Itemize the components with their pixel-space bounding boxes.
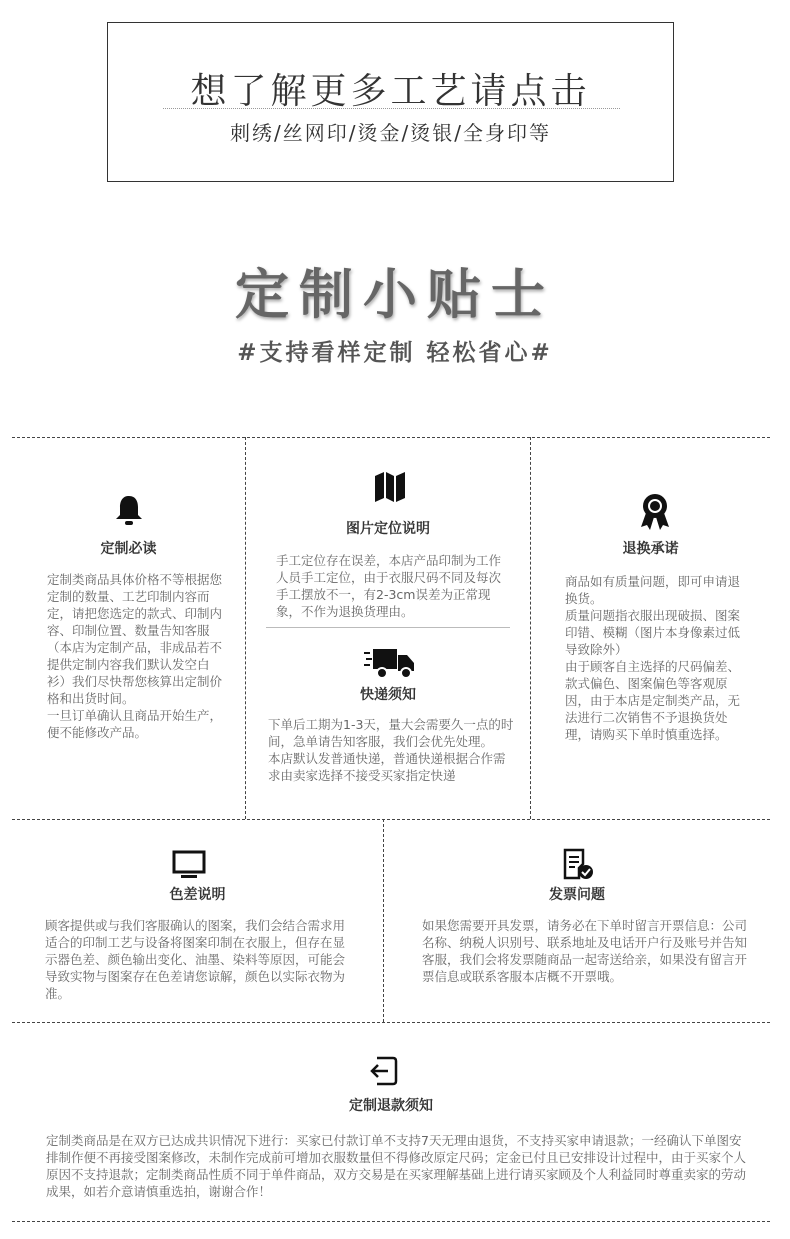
- section-text-shipping: 下单后工期为1-3天，量大会需要久一点的时间，急单请告知客服，我们会优先处理。 本店默认发普通快递，普通快递根据合作需求由卖家选择不接受买家指定快递: [268, 717, 514, 783]
- grid-line-bottom: [12, 1221, 770, 1222]
- section-title-must-read: 定制必读: [100, 541, 157, 557]
- page-title: 定制小贴士: [235, 263, 555, 326]
- exit-icon: [367, 1055, 399, 1087]
- section-color-difference: [12, 820, 383, 1022]
- craft-info-box[interactable]: [107, 22, 674, 182]
- craft-info-divider: [163, 108, 620, 109]
- section-title-invoice: 发票问题: [549, 887, 605, 903]
- section-title-refund: 定制退款须知: [349, 1098, 433, 1114]
- page-subtitle: #支持看样定制 轻松省心#: [237, 340, 553, 366]
- truck-icon: [364, 646, 416, 680]
- section-text-returns: 商品如有质量问题，即可申请退换货。 质量问题指衣服出现破损、图案印错、模糊（图片本身像素过低导致除外） 由于顾客自主选择的尺码偏差、款式偏色、图案偏色等客观原因，由于本店是定制类产品，无法进行二次销售不予退换货处理，请购买下单时慎重选择。: [565, 574, 741, 742]
- bell-icon: [112, 493, 146, 527]
- section-refund: [12, 1023, 770, 1221]
- section-title-image-position: 图片定位说明: [346, 521, 430, 537]
- section-title-shipping: 快递须知: [360, 687, 416, 703]
- monitor-icon: [172, 850, 206, 880]
- section-returns: [531, 438, 770, 819]
- section-text-refund: 定制类商品是在双方已达成共识情况下进行：买家已付款订单不支持7天无理由退货，不支持买家申请退款；一经确认下单图安排制作便不再接受图案修改，未制作完成前可增加衣服数量但不得修改原定尺码；定金已付且已安排设计过程中，由于买家个人原因不支持退款；定制类商品性质不同于单件商品，双方交易是在买家理解基础上进行请买家顾及个人利益同时尊重卖家的劳动成果，如若介意请慎重选拍，谢谢合作！: [46, 1133, 747, 1199]
- section-text-must-read: 定制类商品具体价格不等根据您定制的数量、工艺印制内容而定，请把您选定的款式、印制内容、印制位置、数量告知客服（本店为定制产品，非成品若不提供定制内容我们默认发空白衫）我们尽快帮您核算出定制价格和出货时间。 一旦订单确认且商品开始生产，便不能修改产品。: [47, 572, 223, 740]
- section-text-image-position: 手工定位存在误差，本店产品印制为工作人员手工定位，由于衣服尺码不同及每次手工摆放不一，有2-3cm误差为正常现象，不作为退换货理由。: [276, 553, 502, 619]
- section-must-read: [12, 438, 245, 819]
- craft-info-title: 想了解更多工艺请点击: [190, 71, 591, 112]
- section-invoice: [384, 820, 770, 1022]
- section-image-position: [246, 438, 530, 628]
- craft-info-subtitle: 刺绣/丝网印/烫金/烫银/全身印等: [230, 121, 551, 145]
- section-title-color-difference: 色差说明: [169, 887, 226, 903]
- section-shipping: [246, 628, 530, 819]
- section-text-color-difference: 顾客提供或与我们客服确认的图案，我们会结合需求用适合的印制工艺与设备将图案印制在衣服上，但存在显示器色差、颜色输出变化、油墨、染料等原因，可能会导致实物与图案存在色差请您谅解，颜色以实际衣物为准。: [45, 918, 346, 1001]
- section-text-invoice: 如果您需要开具发票，请务必在下单时留言开票信息：公司名称、纳税人识别号、联系地址及电话开户行及账号并告知客服，我们会将发票随商品一起寄送给亲，如果没有留言开票信息或联系客服本店概不开票哦。: [422, 918, 748, 984]
- map-icon: [373, 470, 407, 504]
- ribbon-icon: [638, 493, 672, 531]
- section-title-returns: 退换承诺: [622, 541, 679, 557]
- invoice-icon: [561, 848, 595, 882]
